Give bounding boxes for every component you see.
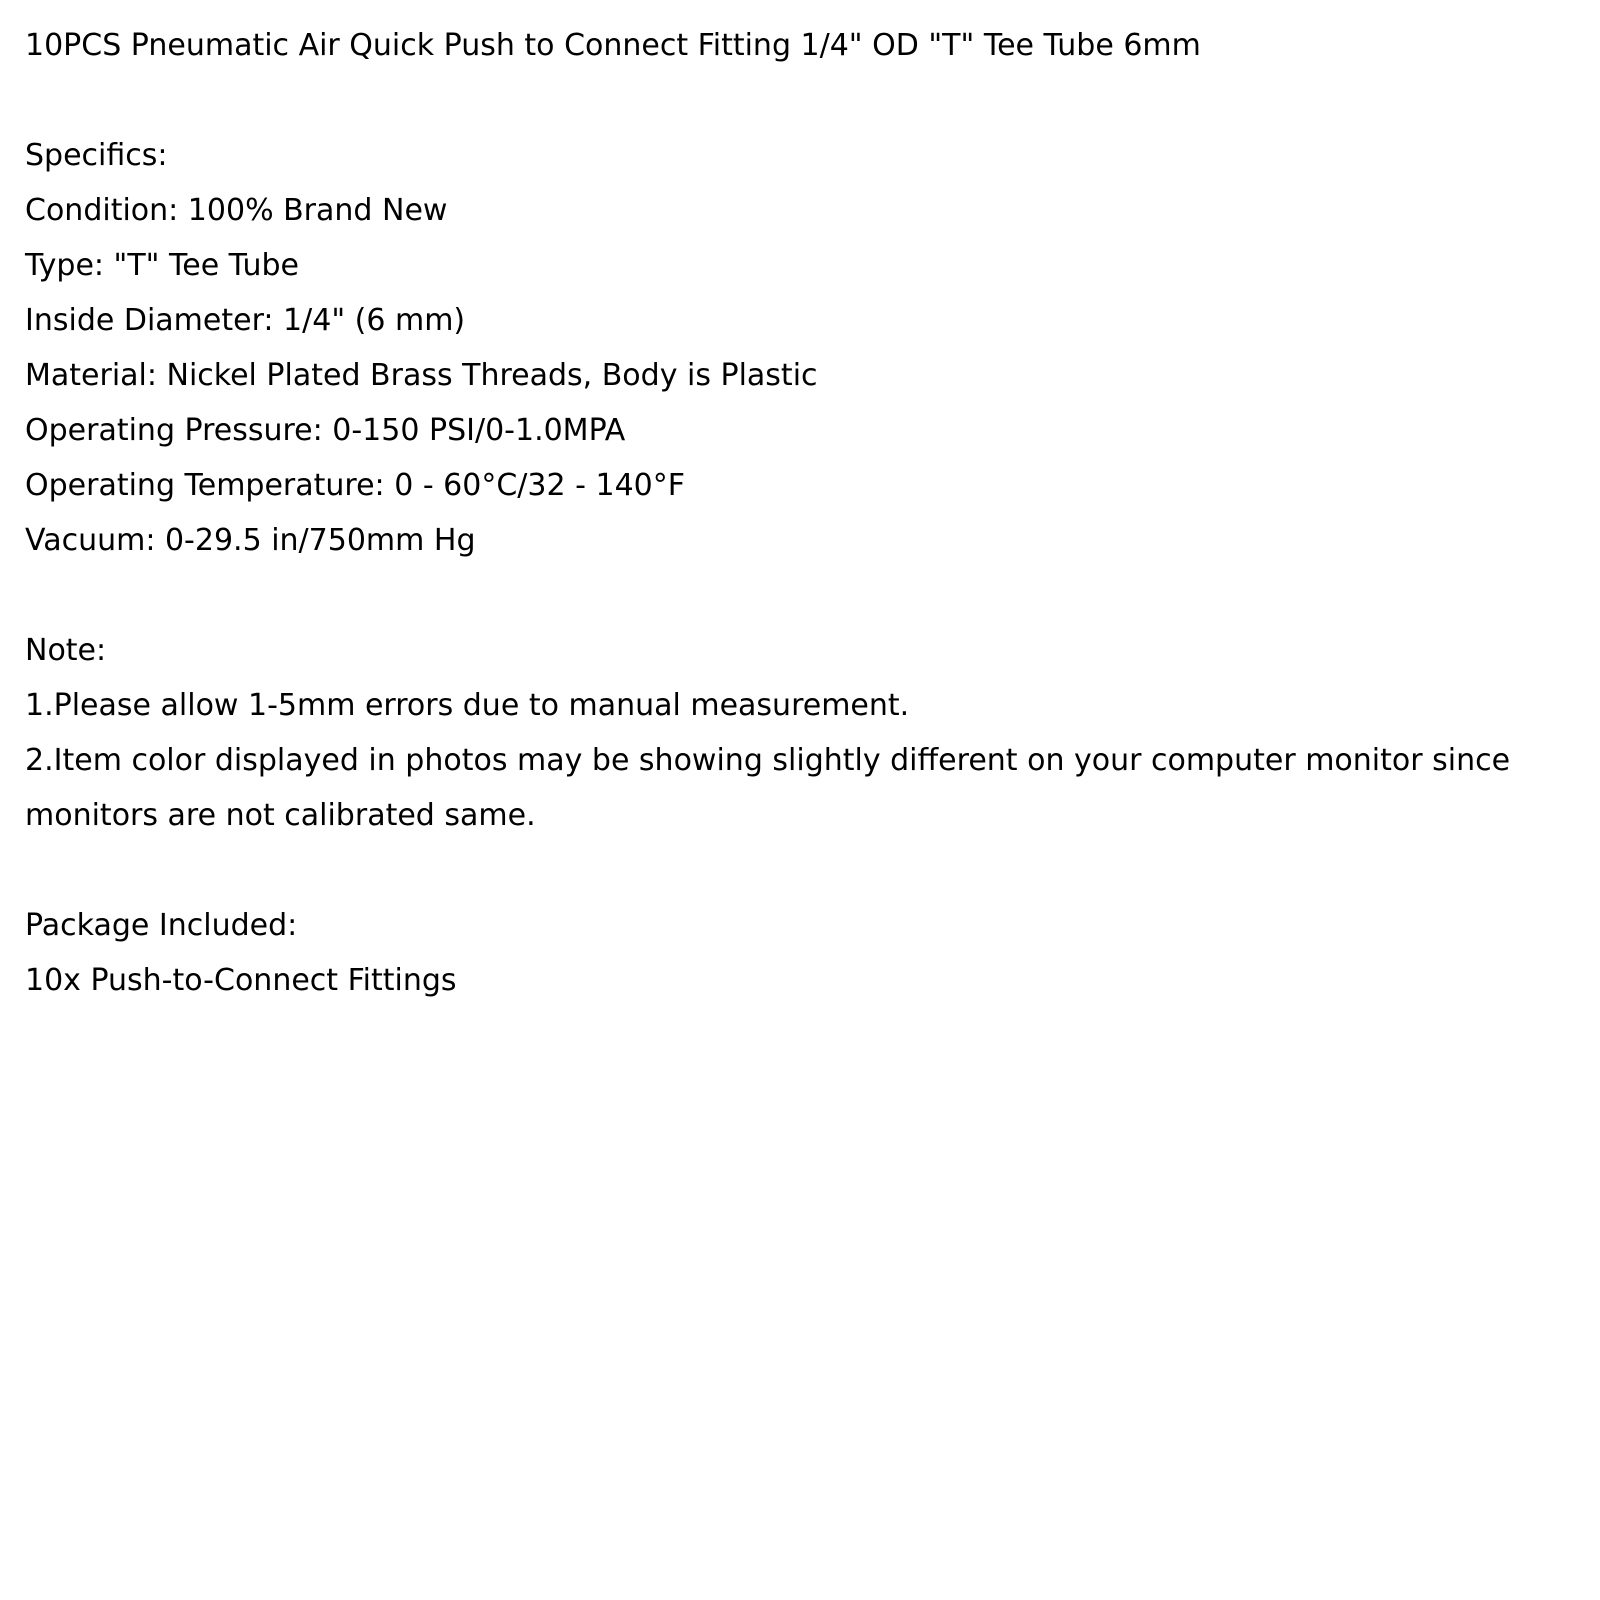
spec-type: Type: "T" Tee Tube: [25, 248, 299, 283]
spacer: [25, 843, 1565, 898]
spec-condition: Condition: 100% Brand New: [25, 193, 448, 228]
spec-operating-temperature: Operating Temperature: 0 - 60°C/32 - 140°F: [25, 468, 685, 503]
package-heading: Package Included:: [25, 908, 298, 943]
spec-vacuum: Vacuum: 0-29.5 in/750mm Hg: [25, 523, 476, 558]
spec-material: Material: Nickel Plated Brass Threads, Body is Plastic: [25, 358, 818, 393]
spacer: [25, 568, 1565, 623]
spec-inside-diameter: Inside Diameter: 1/4" (6 mm): [25, 303, 466, 338]
note-item-2: 2.Item color displayed in photos may be showing slightly different on your computer monitor since monitors are not calibrated same.: [25, 743, 1511, 833]
spacer: [25, 73, 1565, 128]
product-title: 10PCS Pneumatic Air Quick Push to Connect Fitting 1/4" OD "T" Tee Tube 6mm: [25, 28, 1201, 63]
note-heading: Note:: [25, 633, 107, 668]
note-item-1: 1.Please allow 1-5mm errors due to manual measurement.: [25, 688, 910, 723]
spec-operating-pressure: Operating Pressure: 0-150 PSI/0-1.0MPA: [25, 413, 626, 448]
package-item: 10x Push-to-Connect Fittings: [25, 963, 457, 998]
product-description: [25, 18, 1565, 1008]
specifics-heading: Specifics:: [25, 138, 168, 173]
